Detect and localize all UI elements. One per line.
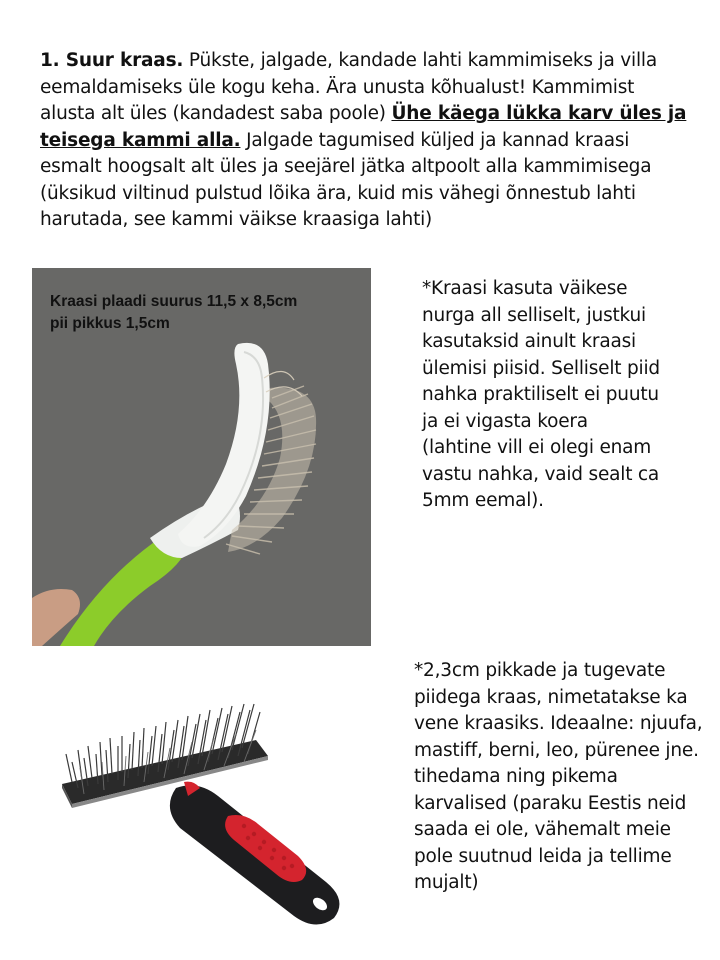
caption-line-1: Kraasi plaadi suurus 11,5 x 8,5cm <box>50 293 298 310</box>
intro-text-part1: Pükste, jalgade, kandade lahti kammimiseks ja villa eemaldamiseks üle kogu keha. Ära unusta kõhualust! Kammimist alusta alt üles (kandadest saba poole) <box>40 50 657 124</box>
intro-emphasis: Ühe käega lükka karv üles ja teisega kammi alla. <box>40 103 687 151</box>
usage-note: *Kraasi kasuta väikese nurga all selliselt, justkui kasutaksid ainult kraasi ülemisi piisid. Selliselt piid nahka praktiliselt ei puutu ja ei vigasta koera (lahtine vill ei olegi enam vastu nahka, vaid sealt ca 5mm eemal). <box>422 278 660 511</box>
russian-brush-note: *2,3cm pikkade ja tugevate piidega kraas, nimetatakse ka vene kraasiks. Ideaalne: njuufa, mastiff, berni, leo, pürenee jne. tihedama ning pikema karvalised (paraku Eestis neid saada ei ole, vähemalt meie pole suutnud leida ja tellime mujalt) <box>414 660 703 893</box>
intro-text-part2: Jalgade tagumised küljed ja kannad kraasi esmalt hoogsalt alt üles ja seejärel jätka altpoolt alla kammimisega (üksikud viltinud pulstud lõika ära, kuid mis vähegi õnnestub lahti harutada, see kammi väikse kraasiga lahti) <box>40 129 652 230</box>
brush-size-caption <box>50 291 360 335</box>
section-heading: 1. Suur kraas. <box>40 50 184 71</box>
caption-line-2: pii pikkus 1,5cm <box>50 315 170 332</box>
intro-paragraph <box>40 48 690 234</box>
long-pin-brush-photo <box>58 696 358 936</box>
